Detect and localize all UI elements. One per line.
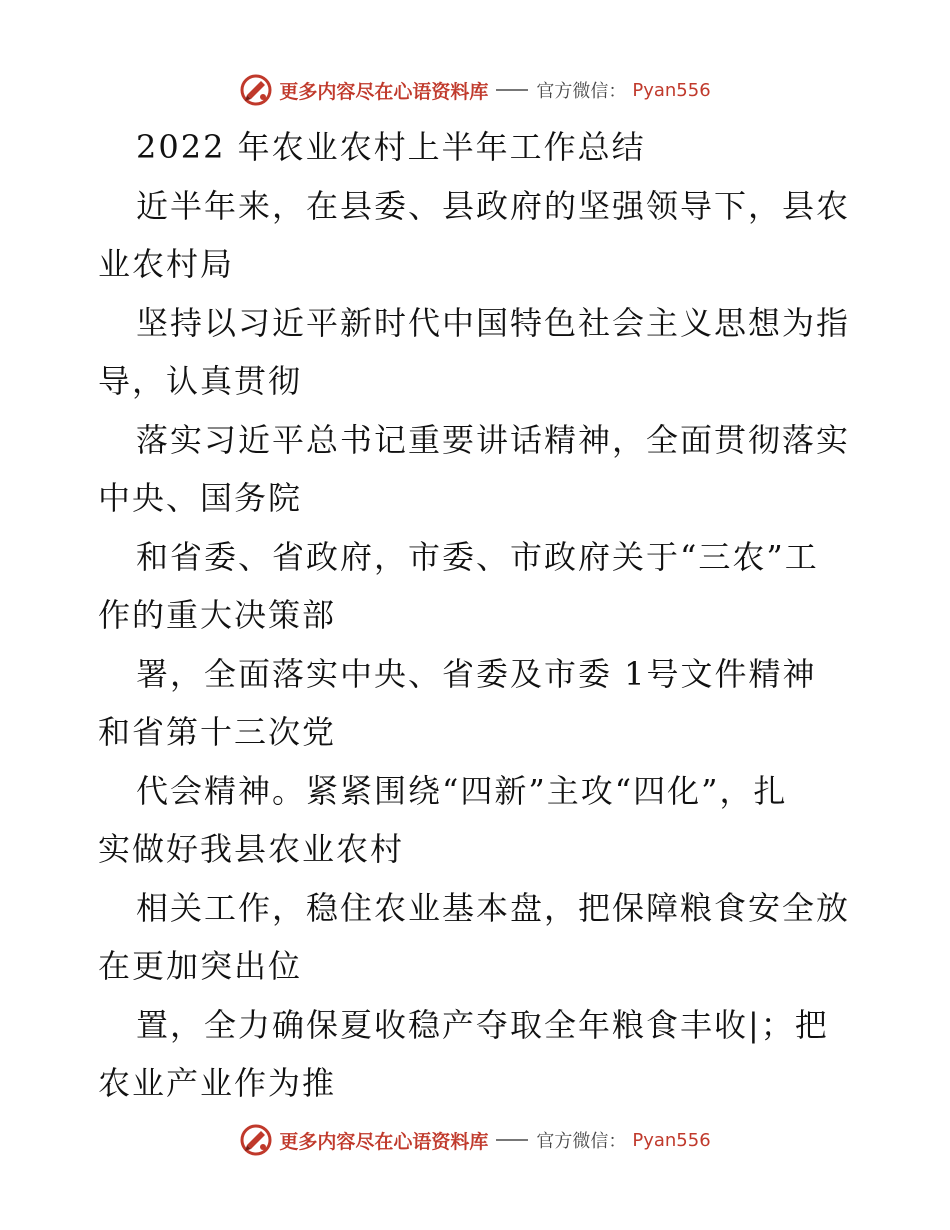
paragraph-line: 导，认真贯彻 [98,362,303,400]
header-watermark-banner [0,70,950,110]
paragraph-line: 落实习近平总书记重要讲话精神，全面贯彻落实 [136,420,851,459]
paragraph-line: 实做好我县农业农村 [98,830,405,868]
paragraph-line: 和省第十三次党 [98,713,337,751]
document-body [98,118,858,1113]
paragraph-line: 坚持以习近平新时代中国特色社会主义思想为指 [136,303,851,342]
paragraph-line: 业农村局 [98,245,235,283]
paragraph-line: 近半年来，在县委、县政府的坚强领导下，县农 [136,186,851,225]
paragraph-line: 相关工作，稳住农业基本盘，把保障粮食安全放 [136,888,851,927]
paragraph-line: 在更加突出位 [98,947,303,985]
banner-site-name: 更多内容尽在心语资料库 [279,1130,489,1153]
document-title: 2022 年农业农村上半年工作总结 [136,128,646,166]
paragraph-line: 置，全力确保夏收稳产夺取全年粮食丰收|；把 [136,1005,829,1044]
banner-divider [496,1139,528,1141]
paragraph-line: 署，全面落实中央、省委及市委 1号文件精神 [136,654,817,693]
paragraph-line: 农业产业作为推 [98,1064,337,1102]
paragraph-line: 中央、国务院 [98,479,303,517]
paragraph-line: 代会精神。紧紧围绕“四新”主攻“四化”，扎 [136,771,788,810]
banner-divider [496,89,528,91]
notebook-pen-logo-icon [239,1123,273,1157]
banner-wechat-account: Pyan556 [632,79,711,101]
banner-wechat-label: 官方微信： [536,81,627,102]
banner-wechat-account: Pyan556 [632,1129,711,1151]
banner-site-name: 更多内容尽在心语资料库 [279,80,489,103]
notebook-pen-logo-icon [239,73,273,107]
paragraph-line: 作的重大决策部 [98,596,337,634]
paragraph-line: 和省委、省政府，市委、市政府关于“三农”工 [136,537,819,576]
banner-wechat-label: 官方微信： [536,1131,627,1152]
footer-watermark-banner [0,1120,950,1160]
